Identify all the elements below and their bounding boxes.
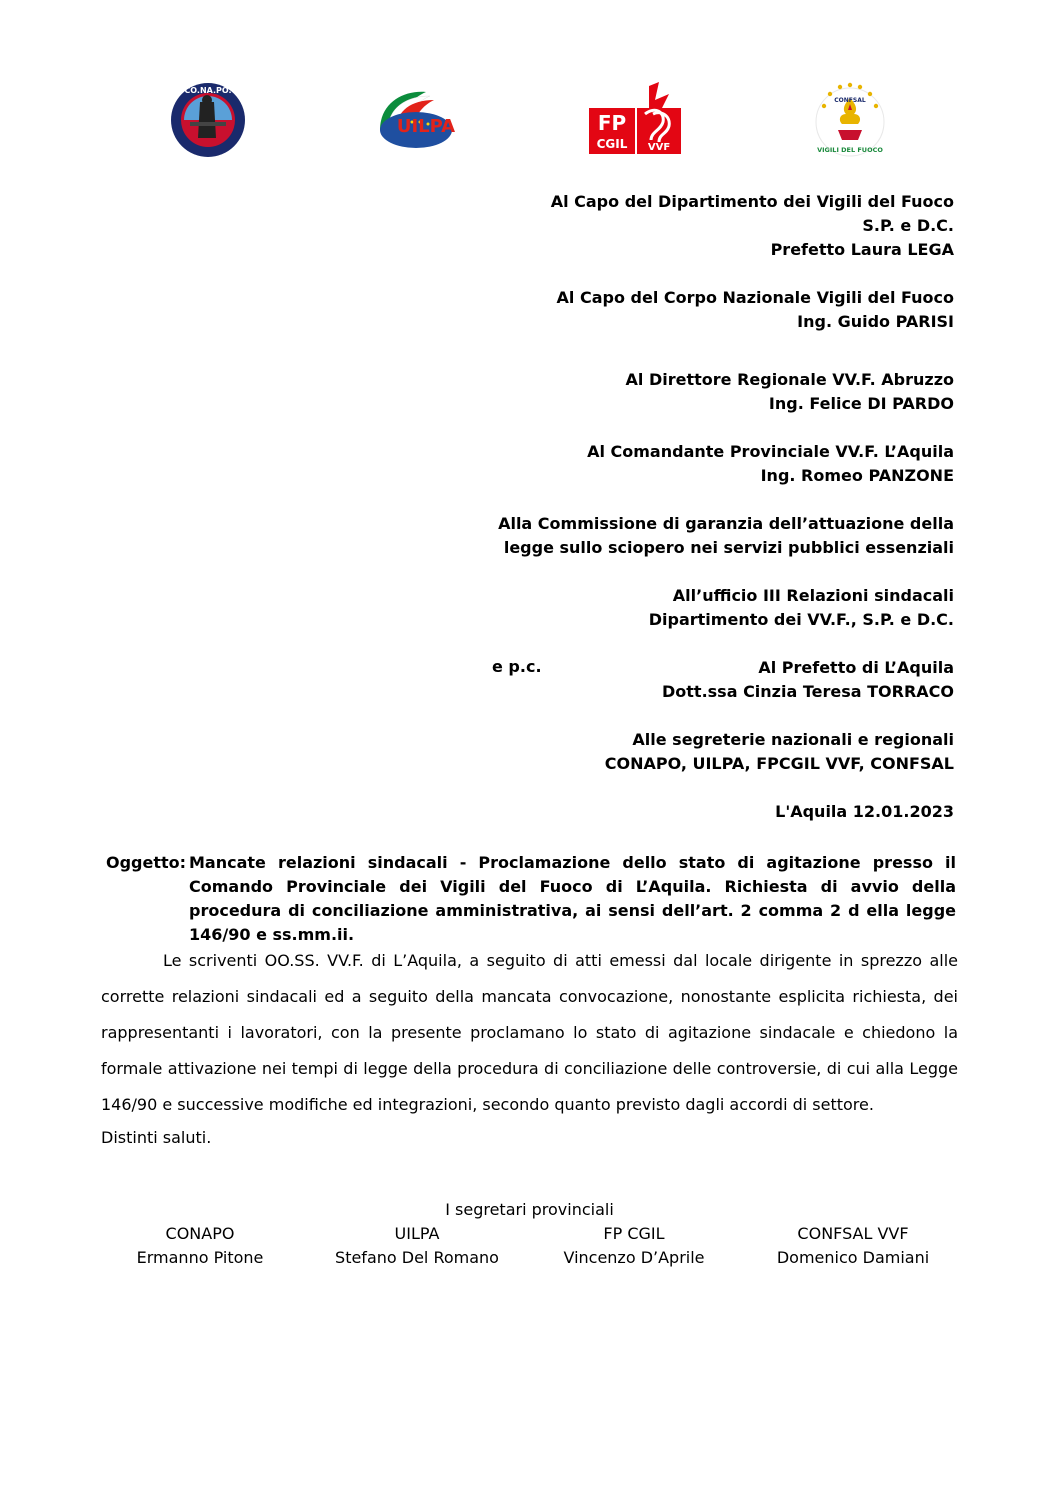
signature-name: Domenico Damiani: [776, 1248, 930, 1267]
fp-logo-text: FP: [597, 111, 627, 135]
vvf-logo-text: VVF: [647, 142, 671, 153]
signature-org: FP CGIL: [603, 1224, 665, 1243]
recipient-line: S.P. e D.C.: [862, 216, 954, 235]
conapo-logo: [170, 82, 246, 158]
recipients: [434, 190, 954, 800]
recipient-line: Al Prefetto di L’Aquila: [758, 658, 954, 677]
vigili-del-fuoco-logo-text: VIGILI DEL FUOCO: [817, 146, 883, 154]
recipient-block: [434, 512, 954, 560]
recipient-block: [434, 286, 954, 334]
recipient-block: [434, 584, 954, 632]
signature-name: Ermanno Pitone: [136, 1248, 264, 1267]
signature-org: CONAPO: [165, 1224, 235, 1243]
recipient-block: [434, 440, 954, 488]
recipient-line: Al Comandante Provinciale VV.F. L’Aquila: [587, 442, 954, 461]
signature-block: [307, 1222, 527, 1270]
recipient-line: CONAPO, UILPA, FPCGIL VVF, CONFSAL: [604, 754, 954, 773]
confsal-logo: [810, 80, 890, 160]
subject-label: Oggetto:: [106, 853, 187, 872]
confsal-logo-text: CONFSAL: [834, 97, 866, 104]
recipient-block: [434, 190, 954, 262]
recipient-line: Ing. Romeo PANZONE: [760, 466, 954, 485]
recipient-line: Dipartimento dei VV.F., S.P. e D.C.: [648, 610, 954, 629]
recipient-line: Al Capo del Corpo Nazionale Vigili del Fuoco: [556, 288, 954, 307]
signature-block: [743, 1222, 963, 1270]
recipient-line: Prefetto Laura LEGA: [770, 240, 954, 259]
signature-name: Stefano Del Romano: [335, 1248, 499, 1267]
conapo-logo-text: CO.NA.PO.: [184, 86, 232, 95]
recipient-line: legge sullo sciopero nei servizi pubblici essenziali: [503, 538, 954, 557]
recipient-line: All’ufficio III Relazioni sindacali: [672, 586, 954, 605]
signature-name: Vincenzo D’Aprile: [563, 1248, 705, 1267]
recipient-line: Alla Commissione di garanzia dell’attuazione della: [498, 514, 954, 533]
body-paragraph: Le scriventi OO.SS. VV.F. di L’Aquila, a seguito di atti emessi dal locale dirigente in sprezzo alle corrette relazioni sindacali ed a seguito della mancata convocazione, nonostante esplicita richiesta, dei rappresentanti i lavoratori, con la presente proclamano lo stato di agitazione sindacale e chiedono la formale attivazione nei tempi di legge della procedura di conciliazione delle controversie, di cui alla Legge 146/90 e successive modifiche ed integrazioni, secondo quanto previsto dagli accordi di settore.: [101, 951, 958, 1114]
recipient-line: Dott.ssa Cinzia Teresa TORRACO: [662, 682, 954, 701]
recipient-block: [434, 368, 954, 416]
uilpa-logo-text: UILPA: [396, 116, 456, 137]
recipient-line: Al Capo del Dipartimento dei Vigili del Fuoco: [550, 192, 954, 211]
recipient-line: Al Direttore Regionale VV.F. Abruzzo: [625, 370, 954, 389]
signatures-heading: I segretari provinciali: [445, 1200, 614, 1219]
recipient-line: Alle segreterie nazionali e regionali: [632, 730, 954, 749]
signature-org: CONFSAL VVF: [797, 1224, 909, 1243]
signature-block: [90, 1222, 310, 1270]
fp-cgil-vvf-logo: [589, 82, 681, 154]
recipient-line: Ing. Guido PARISI: [797, 312, 954, 331]
cgil-logo-text: CGIL: [596, 137, 628, 151]
recipient-line: Ing. Felice DI PARDO: [768, 394, 954, 413]
signature-block: [524, 1222, 744, 1270]
subject: [106, 851, 956, 947]
uilpa-logo: [372, 86, 468, 152]
closing: Distinti saluti.: [101, 1128, 212, 1147]
signature-org: UILPA: [394, 1224, 440, 1243]
subject-text: Mancate relazioni sindacali - Proclamazione dello stato di agitazione presso il Comando Provinciale dei Vigili del Fuoco di L’Aquila. Richiesta di avvio della procedura di conciliazione amministrativa, ai sensi dell’art. 2 comma 2 d ella legge 146/90 e ss.mm.ii.: [189, 853, 956, 944]
epc-label: e p.c.: [492, 657, 542, 676]
letter-date: L'Aquila 12.01.2023: [775, 802, 954, 821]
recipient-block: [434, 728, 954, 776]
